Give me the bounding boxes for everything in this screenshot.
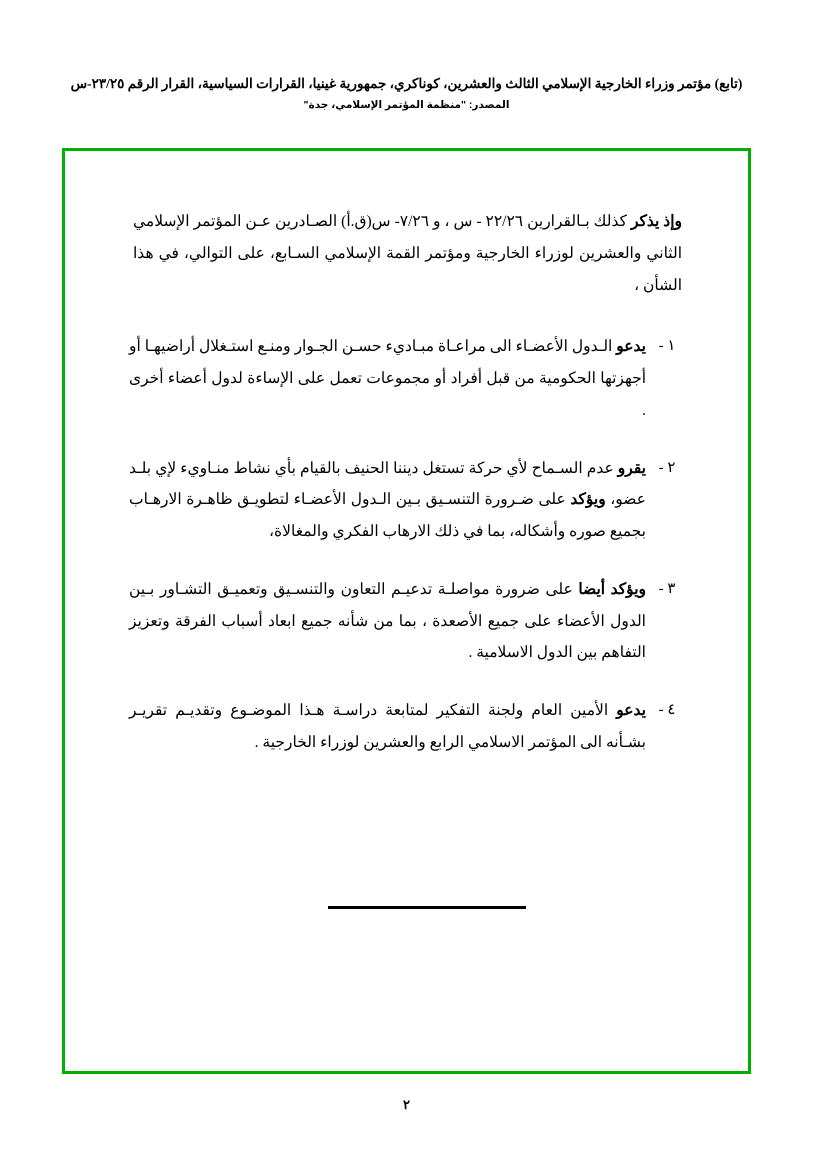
clause-item bbox=[125, 574, 688, 669]
clause-body bbox=[125, 453, 646, 548]
clause-number: ١ - bbox=[658, 338, 676, 355]
clause-number: ٢ - bbox=[658, 459, 676, 476]
clause-number: ٤ - bbox=[658, 702, 676, 719]
horizontal-rule bbox=[328, 906, 526, 909]
clause-item bbox=[125, 331, 688, 426]
clause-item bbox=[125, 453, 688, 548]
clause-body bbox=[125, 574, 646, 669]
document-body bbox=[65, 206, 748, 1071]
clause-text: عدم السـماح لأي حركة تستغل ديننا الحنيف بالقيام بأي نشاط منـاويء لإي بلـد عضو، bbox=[129, 459, 646, 509]
page-number: ٢ bbox=[403, 1097, 410, 1112]
clause-item bbox=[125, 695, 688, 759]
clause-lead: يدعو bbox=[616, 338, 646, 356]
intro-text: كذلك بـالقرارين ٢٢/٢٦ - س ، و ٧/٢٦- س(ق.أ) الصـادرين عـن المؤتمر الإسلامي الثاني والعشرين لوزراء الخارجية ومؤتمر القمة الإسلامي السـابع، على التوالي، في هذا الشأن ، bbox=[133, 213, 682, 294]
clause-text: على ضرورة مواصلـة تدعيـم التعاون والتنسـيق وتعميـق التشـاور بـين الدول الأعضاء على جميع الأصعدة ، بما من شأنه جميع ابعاد أسباب الفرقة وتعزيز التفاهم بين الدول الاسلامية . bbox=[129, 580, 646, 662]
clause-body bbox=[125, 695, 646, 759]
clause-text-secondary: على ضـرورة التنسـيق بـين الـدول الأعضـاء لتطويـق ظاهـرة الارهـاب بجميع صوره وأشكاله، بما في ذلك الارهاب الفكري والمغالاة، bbox=[129, 491, 646, 541]
header-source-line: المصدر: "منظمة المؤتمر الإسلامي، جدة" bbox=[303, 98, 510, 111]
clause-text: الأمين العام ولجنة التفكير لمتابعة دراسـة هـذا الموضـوع وتقديـم تقريـر بشـأنه الى المؤتمر الاسلامي الرابع والعشرين لوزراء الخارجية . bbox=[129, 702, 646, 751]
clause-lead: يدعو bbox=[616, 702, 646, 720]
clause-body bbox=[125, 331, 646, 426]
intro-lead: وإذ يذكر bbox=[630, 213, 682, 230]
green-border-frame bbox=[62, 148, 751, 1074]
clause-lead-secondary: ويؤكد bbox=[570, 491, 606, 509]
intro-paragraph bbox=[125, 206, 688, 301]
clause-lead: ويؤكد أيضا bbox=[578, 580, 646, 598]
document-header bbox=[60, 74, 753, 111]
header-title-line: (تابع) مؤتمر وزراء الخارجية الإسلامي الثالث والعشرين، كوناكري، جمهورية غينيا، القرارات السياسية، القرار الرقم ٢٣/٢٥-س bbox=[70, 76, 743, 91]
clause-lead: يقرو bbox=[617, 459, 646, 477]
clause-text: الـدول الأعضـاء الى مراعـاة مبـاديء حسـن الجـوار ومنـع استـغلال أراضيهـا أو أجهزتها الحكومية من قبل أفراد أو مجموعات تعمل على الإساءة لدول أعضاء أخرى . bbox=[129, 338, 646, 419]
clause-number: ٣ - bbox=[658, 580, 676, 597]
